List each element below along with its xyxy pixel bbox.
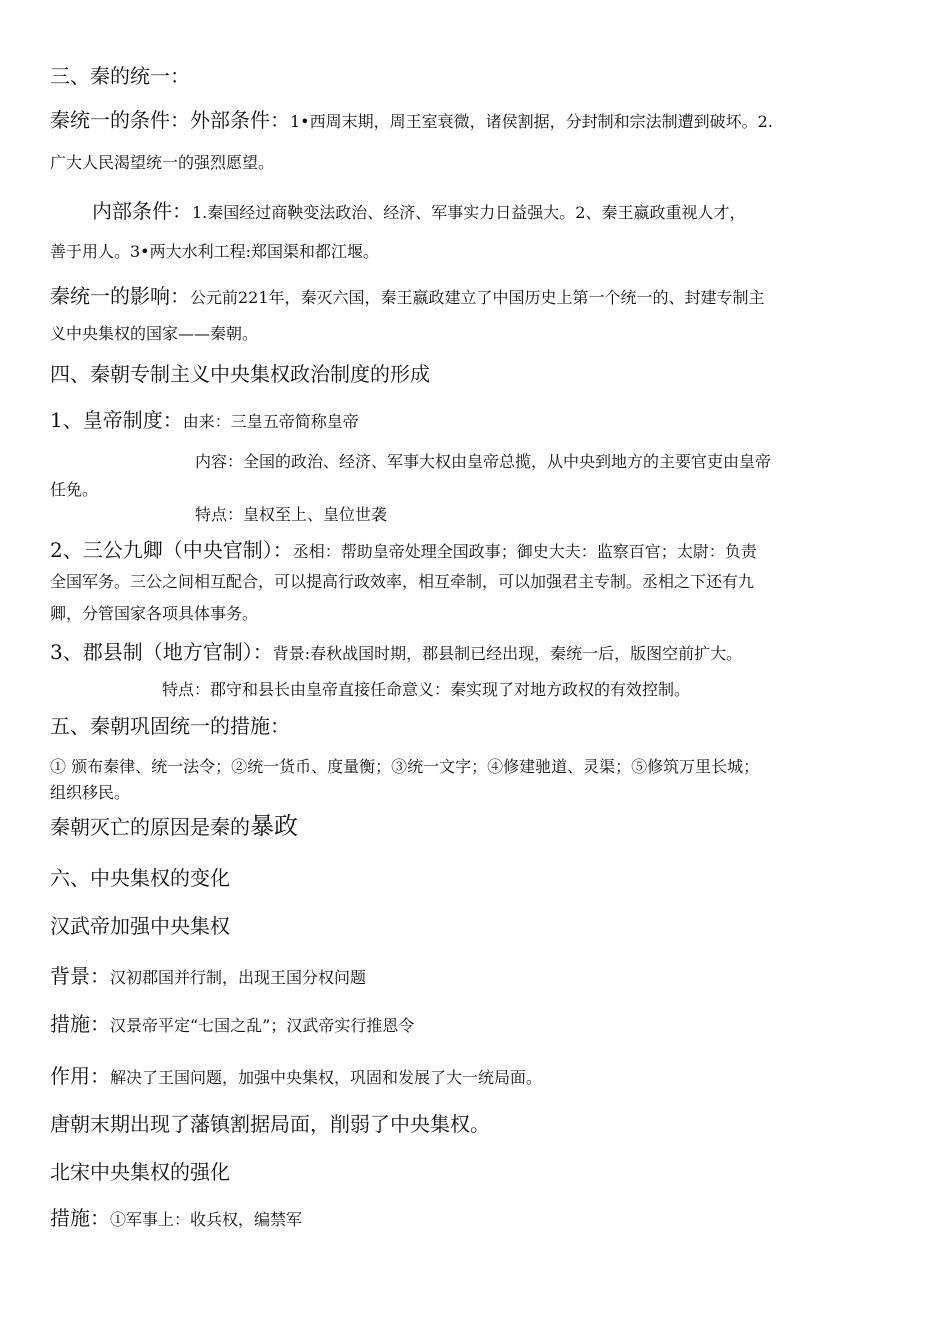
han-effect-line (50, 1064, 542, 1088)
three-gong-text-1: 丞相：帮助皇帝处理全国政事；御史大夫：监察百官；太尉：负责 (292, 542, 757, 561)
external-conditions-text-1: 1•西周末期，周王室衰微，诸侯割据，分封制和宗法制遭到破坏。2. (290, 112, 773, 131)
section-6-title: 六、中央集权的变化 (50, 866, 230, 890)
internal-conditions-label: 内部条件： (92, 199, 192, 223)
han-wudi-title: 汉武帝加强中央集权 (50, 914, 230, 938)
song-measure-label: 措施： (50, 1206, 110, 1230)
internal-conditions-text-1: 1.秦国经过商鞅变法政治、经济、军事实力日益强大。2、秦王嬴政重视人才， (192, 203, 746, 222)
three-gong-text-2: 全国军务。三公之间相互配合，可以提高行政效率，相互牵制，可以加强君主专制。丞相之下还有九 (50, 572, 755, 591)
section-4-title: 四、秦朝专制主义中央集权政治制度的形成 (50, 362, 430, 386)
consolidation-measures-text-1: ① 颁布秦律、统一法令；②统一货币、度量衡；③统一文字；④修建驰道、灵渠；⑤修筑万里长城； (50, 757, 760, 776)
unify-conditions-line-1 (50, 108, 773, 132)
unify-impact-label: 秦统一的影响： (50, 284, 190, 308)
unify-impact-text-1: 公元前221年，秦灭六国，秦王嬴政建立了中国历史上第一个统一的、封建专制主 (190, 288, 765, 307)
qin-fall-line (50, 812, 298, 841)
qin-fall-emphasis: 暴政 (250, 812, 298, 840)
county-system-line-1 (50, 640, 742, 664)
county-system-text-1: 背景:春秋战国时期，郡县制已经出现，秦统一后，版图空前扩大。 (272, 644, 743, 663)
han-measure-text: 汉景帝平定“七国之乱”；汉武帝实行推恩令 (110, 1016, 415, 1035)
northern-song-title: 北宋中央集权的强化 (50, 1160, 230, 1184)
emperor-content-text-2: 任免。 (50, 480, 99, 499)
emperor-system-line (50, 408, 359, 432)
song-measure-text: ①军事上：收兵权，编禁军 (110, 1210, 303, 1229)
three-gong-text-3: 卿，分管国家各项具体事务。 (50, 604, 259, 623)
unify-impact-text-2: 义中央集权的国家——秦朝。 (50, 324, 259, 343)
han-effect-text: 解决了王国问题，加强中央集权，巩固和发展了大一统局面。 (110, 1068, 543, 1087)
han-background-label: 背景： (50, 964, 110, 988)
qin-fall-text: 秦朝灭亡的原因是秦的 (50, 815, 250, 839)
section-3-title: 三、秦的统一： (50, 64, 190, 88)
emperor-feature-text: 特点：皇权至上、皇位世袭 (195, 505, 388, 524)
three-gong-label: 2、三公九卿（中央官制）： (50, 538, 293, 562)
county-system-label: 3、郡县制（地方官制）： (50, 640, 273, 664)
internal-conditions-text-2: 善于用人。3•两大水利工程:郑国渠和都江堰。 (50, 242, 380, 261)
han-effect-label: 作用： (50, 1064, 110, 1088)
tang-decline-text: 唐朝末期出现了藩镇割据局面，削弱了中央集权。 (50, 1112, 490, 1136)
section-5-title: 五、秦朝巩固统一的措施： (50, 714, 290, 738)
song-measure-line (50, 1206, 302, 1230)
han-measure-label: 措施： (50, 1012, 110, 1036)
unify-impact-line-1 (50, 284, 765, 308)
han-background-text: 汉初郡国并行制，出现王国分权问题 (110, 968, 367, 987)
external-conditions-text-2: 广大人民渴望统一的强烈愿望。 (50, 153, 275, 172)
county-system-text-2: 特点：郡守和县长由皇帝直接任命意义：秦实现了对地方政权的有效控制。 (162, 680, 691, 699)
unify-conditions-label: 秦统一的条件：外部条件： (50, 108, 290, 132)
three-gong-line-1 (50, 538, 757, 562)
internal-conditions-line-1 (92, 199, 745, 223)
emperor-system-label: 1、皇帝制度： (50, 408, 183, 432)
han-background-line (50, 964, 366, 988)
consolidation-measures-text-2: 组织移民。 (50, 783, 131, 802)
emperor-content-text-1: 内容：全国的政治、经济、军事大权由皇帝总揽，从中央到地方的主要官吏由皇帝 (195, 452, 772, 471)
emperor-origin-text: 由来：三皇五帝简称皇帝 (182, 412, 359, 431)
han-measure-line (50, 1012, 414, 1036)
